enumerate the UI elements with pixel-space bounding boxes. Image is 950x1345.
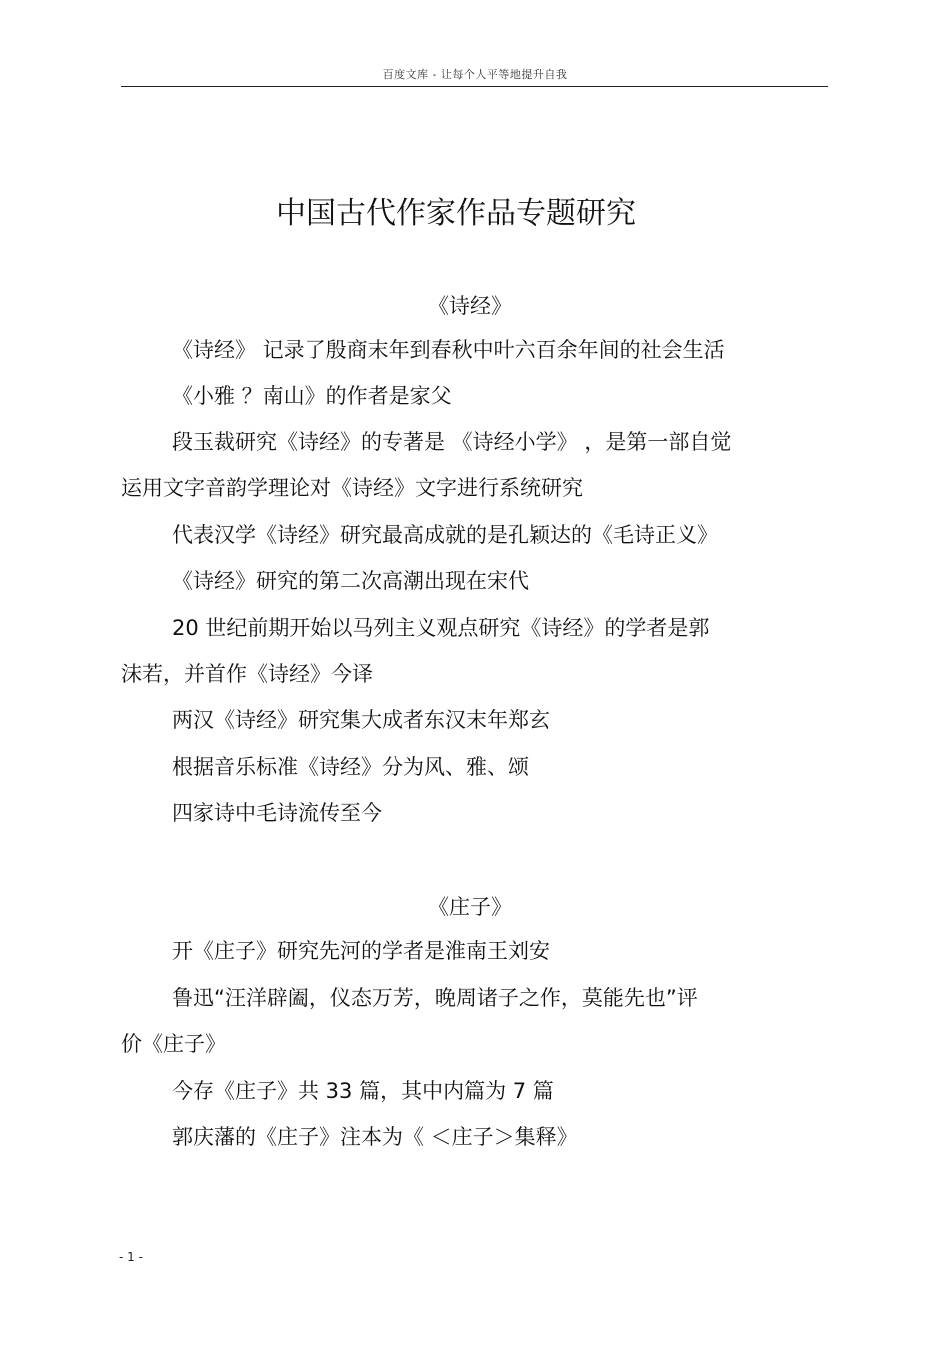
text-line: 鲁迅“汪洋辟阖，仪态万芳，晚周诸子之作，莫能先也”评 (172, 986, 698, 1010)
text-line: 运用文字音韵学理论对《诗经》文字进行系统研究 (121, 476, 583, 500)
section-title-shijing: 《诗经》 (428, 294, 512, 318)
page-header: 百度文库 - 让每个人平等地提升自我 (382, 68, 568, 81)
text-line: 两汉《诗经》研究集大成者东汉末年郑玄 (172, 708, 550, 732)
text-line: 《诗经》 记录了殷商末年到春秋中叶六百余年间的社会生活 (172, 338, 725, 362)
text-line: 今存《庄子》共 33 篇，其中内篇为 7 篇 (172, 1079, 554, 1103)
header-divider (121, 86, 828, 87)
document-title: 中国古代作家作品专题研究 (276, 196, 636, 231)
section-title-zhuangzi: 《庄子》 (428, 895, 512, 919)
text-line: 代表汉学《诗经》研究最高成就的是孔颖达的《毛诗正义》 (172, 523, 718, 547)
text-line: 《诗经》研究的第二次高潮出现在宋代 (172, 569, 529, 593)
page-number: - 1 - (119, 1250, 143, 1264)
text-line: 开《庄子》研究先河的学者是淮南王刘安 (172, 939, 550, 963)
text-line: 《小雅 ？南山》的作者是家父 (172, 384, 452, 408)
text-line: 段玉裁研究《诗经》的专著是 《诗经小学》 ，是第一部自觉 (172, 430, 732, 454)
text-line: 20 世纪前期开始以马列主义观点研究《诗经》的学者是郭 (172, 616, 710, 640)
text-line: 价《庄子》 (121, 1032, 226, 1056)
text-line: 郭庆藩的《庄子》注本为《 ＜庄子＞集释》 (172, 1125, 578, 1149)
text-line: 根据音乐标准《诗经》分为风、雅、颂 (172, 755, 529, 779)
text-line: 沫若，并首作《诗经》今译 (121, 662, 373, 686)
text-line: 四家诗中毛诗流传至今 (172, 801, 382, 825)
